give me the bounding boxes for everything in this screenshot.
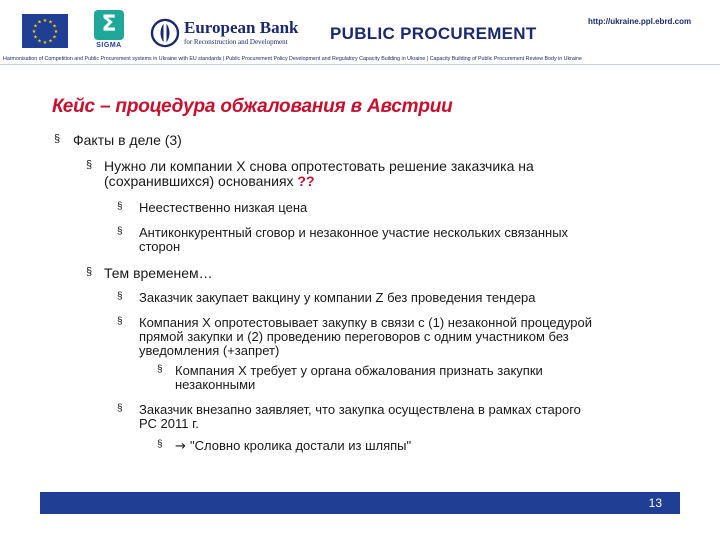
ebrd-wordmark bbox=[184, 19, 298, 46]
bullet-line: РС 2011 г. bbox=[139, 416, 199, 431]
bullet-line: "Словно кролика достали из шляпы" bbox=[190, 438, 412, 453]
sigma-label: SIGMA bbox=[96, 42, 122, 49]
slide-header bbox=[0, 0, 720, 62]
eu-star-icon: ★ bbox=[52, 23, 57, 30]
bullet-text bbox=[139, 330, 569, 343]
bullet-marker: § bbox=[117, 316, 123, 327]
sigma-symbol: Σ bbox=[94, 10, 124, 40]
bullet-line: (сохранившихся) основаниях bbox=[104, 173, 294, 189]
program-title: PUBLIC PROCUREMENT bbox=[330, 24, 537, 43]
bullet-text bbox=[73, 133, 182, 147]
bullet-text bbox=[175, 378, 255, 391]
eu-star-icon: ★ bbox=[37, 19, 42, 26]
bullet-marker: § bbox=[157, 439, 163, 450]
bullet-line: прямой закупки и (2) проведению переговоров с одним участником без bbox=[139, 329, 569, 344]
bullet-marker: § bbox=[54, 133, 61, 145]
bullet-text bbox=[139, 316, 592, 329]
bullet-marker: § bbox=[86, 266, 93, 278]
bullet-line: Нужно ли компании X снова опротестовать решение заказчика на bbox=[104, 158, 534, 174]
eu-star-icon: ★ bbox=[48, 38, 53, 45]
bullet-text bbox=[139, 240, 180, 253]
eu-star-icon: ★ bbox=[42, 40, 48, 46]
bullet-text bbox=[104, 159, 534, 173]
page-number: 13 bbox=[648, 496, 662, 510]
bullet-marker: § bbox=[86, 159, 93, 171]
bullet-text bbox=[139, 201, 307, 214]
bullet-line: Неестественно низкая цена bbox=[139, 200, 308, 215]
bullet-text bbox=[175, 364, 543, 377]
bullet-line: Компания X требует у органа обжалования признать закупки bbox=[175, 363, 543, 378]
bullet-line: незаконными bbox=[175, 377, 256, 392]
eu-star-icon: ★ bbox=[53, 29, 59, 35]
ebrd-subtitle: for Reconstruction and Development bbox=[184, 38, 288, 46]
bullet-line: Заказчик закупает вакцину у компании Z без проведения тендера bbox=[139, 290, 536, 305]
bullet-marker: § bbox=[117, 291, 123, 302]
bullet-marker: § bbox=[157, 364, 163, 375]
bullet-text bbox=[139, 417, 199, 430]
eu-star-icon: ★ bbox=[52, 34, 57, 41]
header-divider bbox=[0, 64, 720, 65]
eu-star-icon: ★ bbox=[48, 19, 53, 26]
bullet-line: сторон bbox=[139, 239, 181, 254]
header-tagline: Harmonisation of Competition and Public Procurement systems in Ukraine with EU standards | Public Procurement Policy Development and Regulatory Capacity Building in Ukraine | Capacity Building of Public Procurement Review Body in Ukraine bbox=[3, 56, 582, 62]
bullet-line: Тем временем… bbox=[104, 265, 213, 281]
bullet-line: Антиконкурентный сговор и незаконное участие нескольких связанных bbox=[139, 225, 569, 240]
bullet-text bbox=[104, 174, 315, 188]
project-url[interactable]: http://ukraine.ppl.ebrd.com bbox=[588, 17, 692, 26]
ebrd-title: European Bank bbox=[184, 18, 299, 37]
bullet-line: уведомления (+запрет) bbox=[139, 343, 280, 358]
bullet-line: Факты в деле (3) bbox=[73, 132, 182, 148]
bullet-text bbox=[139, 344, 279, 357]
eu-flag-icon bbox=[22, 14, 68, 48]
bullet-marker: § bbox=[117, 201, 123, 212]
eu-star-icon: ★ bbox=[33, 34, 38, 41]
eu-star-icon: ★ bbox=[37, 38, 42, 45]
bullet-text bbox=[139, 403, 581, 416]
bullet-marker: § bbox=[117, 226, 123, 237]
bullet-text bbox=[139, 291, 536, 304]
ebrd-logo-icon bbox=[150, 18, 180, 48]
bullet-text bbox=[104, 266, 213, 280]
bullet-text bbox=[139, 226, 568, 239]
bullet-line: Заказчик внезапно заявляет, что закупка осуществлена в рамках старого bbox=[139, 402, 581, 417]
slide-title: Кейс – процедура обжалования в Австрии bbox=[52, 96, 453, 117]
footer-bar bbox=[40, 492, 680, 514]
right-arrow-icon: → bbox=[175, 439, 191, 454]
question-marks: ?? bbox=[293, 173, 315, 189]
bullet-marker: § bbox=[117, 403, 123, 414]
bullet-text bbox=[175, 439, 411, 453]
bullet-line: Компания X опротестовывает закупку в связи с (1) незаконной процедурой bbox=[139, 315, 593, 330]
eu-star-icon: ★ bbox=[31, 29, 37, 35]
eu-star-icon: ★ bbox=[42, 18, 48, 24]
sigma-logo-icon bbox=[92, 10, 126, 54]
eu-star-icon: ★ bbox=[33, 23, 38, 30]
